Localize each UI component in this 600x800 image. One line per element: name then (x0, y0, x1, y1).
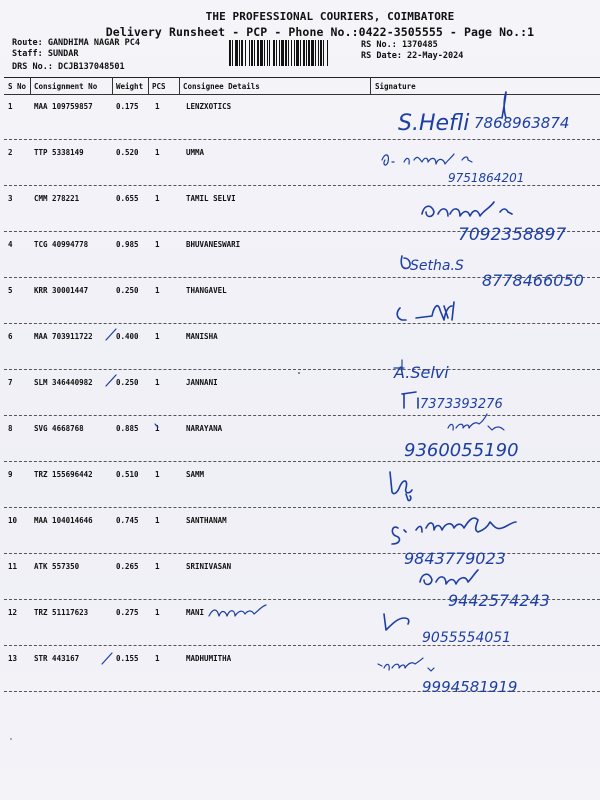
signature-row-9 (386, 468, 426, 508)
row-consignment-no: TCG 40994778 (34, 240, 89, 249)
barcode (229, 40, 357, 66)
row-weight: 0.175 (116, 102, 139, 111)
row-consignment-no: ATK 557350 (34, 562, 80, 571)
route-label: Route: GANDHIMA NAGAR PC4 (12, 38, 140, 48)
row-consignee: MANISHA (186, 332, 218, 341)
barcode-bar (323, 40, 324, 66)
barcode-bar (320, 40, 322, 66)
handwritten-name: S.Hefli (398, 111, 470, 136)
row-weight: 0.655 (116, 194, 139, 203)
col-header-sno: S No (8, 82, 27, 91)
signature-row-12 (380, 608, 550, 648)
row-consignment-no: STR 443167 (34, 654, 80, 663)
col-divider (148, 77, 149, 94)
col-header-consignee: Consignee Details (183, 82, 260, 91)
handwritten-phone: 9055554051 (422, 630, 512, 646)
handwritten-phone: 9442574243 (448, 591, 550, 610)
row-consignee: SRINIVASAN (186, 562, 232, 571)
barcode-bar (303, 40, 305, 66)
row-pcs: 1 (155, 148, 160, 157)
col-header-signature: Signature (375, 82, 416, 91)
barcode-bar (232, 40, 233, 66)
ink-tick-mark (100, 650, 114, 668)
col-header-pcs: PCS (152, 82, 166, 91)
runsheet-subtitle: Delivery Runsheet - PCP - Phone No.:0422-3505555 - Page No.:1 (105, 25, 535, 39)
barcode-bar (288, 40, 289, 66)
row-weight: 0.885 (116, 424, 139, 433)
row-sno: 8 (8, 424, 13, 433)
barcode-bar (254, 40, 255, 66)
row-consignment-no: MAA 109759857 (34, 102, 93, 111)
row-weight: 0.250 (116, 286, 139, 295)
barcode-bar (276, 40, 277, 66)
rs-number: RS No.: 1370485 (361, 40, 438, 50)
barcode-bar (294, 40, 295, 66)
signature-row-4 (398, 250, 598, 292)
row-weight: 0.275 (116, 608, 139, 617)
barcode-bar (229, 40, 231, 66)
row-pcs: 1 (155, 470, 160, 479)
signature-row-1 (392, 88, 597, 140)
signature-row-3 (418, 196, 598, 244)
signature-row-8 (400, 416, 560, 462)
row-consignee: MADHUMITHA (186, 654, 232, 663)
staff-label: Staff: SUNDAR (12, 49, 79, 59)
col-divider (179, 77, 180, 94)
handwritten-name: Setha.S (410, 258, 464, 274)
ink-dot-mark (152, 418, 162, 432)
barcode-bar (318, 40, 319, 66)
route-info (12, 38, 140, 73)
barcode-bar (269, 40, 270, 66)
signature-row-7 (390, 354, 580, 416)
signature-row-2 (378, 144, 528, 186)
company-title: THE PROFESSIONAL COURIERS, COIMBATORE (205, 10, 455, 23)
row-weight: 0.745 (116, 516, 139, 525)
row-sno: 10 (8, 516, 18, 525)
row-weight: 0.520 (116, 148, 139, 157)
barcode-bar (239, 40, 240, 66)
col-divider (370, 77, 371, 94)
row-sno: 7 (8, 378, 13, 387)
row-sno: 5 (8, 286, 13, 295)
rs-info (361, 40, 463, 62)
handwritten-phone: 7868963874 (474, 114, 570, 132)
row-consignee: UMMA (186, 148, 205, 157)
barcode-bar (327, 40, 328, 66)
row-consignee: JANNANI (186, 378, 218, 387)
row-sno: 3 (8, 194, 13, 203)
handwritten-phone: 7373393276 (420, 397, 503, 412)
barcode-bar (260, 40, 263, 66)
barcode-bar (241, 40, 243, 66)
handwritten-name: A.Selvi (394, 363, 449, 382)
row-sno: 9 (8, 470, 13, 479)
row-consignee: BHUVANESWARI (186, 240, 241, 249)
row-consignment-no: TRZ 51117623 (34, 608, 89, 617)
row-separator (4, 507, 600, 508)
row-pcs: 1 (155, 654, 160, 663)
handwritten-phone: 9751864201 (448, 171, 525, 185)
row-consignment-no: KRR 30001447 (34, 286, 89, 295)
row-consignee: MANI (186, 608, 205, 617)
row-pcs: 1 (155, 194, 160, 203)
row-sno: 6 (8, 332, 13, 341)
row-consignee: LENZXOTICS (186, 102, 232, 111)
barcode-bar (281, 40, 284, 66)
handwritten-tamil-note (206, 602, 276, 624)
barcode-bar (306, 40, 307, 66)
barcode-bar (235, 40, 238, 66)
row-consignee: SANTHANAM (186, 516, 227, 525)
row-pcs: 1 (155, 240, 160, 249)
row-weight: 0.400 (116, 332, 139, 341)
barcode-bar (279, 40, 280, 66)
signature-row-13 (374, 656, 564, 698)
handwritten-phone: 9994581919 (422, 678, 518, 696)
barcode-bar (296, 40, 299, 66)
row-consignee: THANGAVEL (186, 286, 227, 295)
row-sno: 2 (8, 148, 13, 157)
row-pcs: 1 (155, 378, 160, 387)
row-sno: 4 (8, 240, 13, 249)
col-divider (30, 77, 31, 94)
row-consignment-no: TTP 5338149 (34, 148, 84, 157)
row-consignment-no: MAA 703911722 (34, 332, 93, 341)
stray-dot (298, 372, 300, 374)
row-weight: 0.265 (116, 562, 139, 571)
row-consignment-no: TRZ 155696442 (34, 470, 93, 479)
barcode-bar (249, 40, 250, 66)
barcode-bar (267, 40, 268, 66)
col-divider (112, 77, 113, 94)
row-separator (4, 323, 600, 324)
barcode-bar (273, 40, 275, 66)
barcode-bar (245, 40, 246, 66)
barcode-bar (311, 40, 314, 66)
row-consignment-no: MAA 104014646 (34, 516, 93, 525)
barcode-bar (308, 40, 310, 66)
row-sno: 13 (8, 654, 18, 663)
barcode-bar (251, 40, 253, 66)
row-sno: 12 (8, 608, 18, 617)
ink-tick-mark (104, 326, 118, 344)
row-consignee: SAMM (186, 470, 205, 479)
row-pcs: 1 (155, 516, 160, 525)
handwritten-phone: 8778466050 (482, 271, 584, 290)
row-sno: 11 (8, 562, 18, 571)
row-weight: 0.250 (116, 378, 139, 387)
row-consignee: NARAYANA (186, 424, 223, 433)
row-consignment-no: SLM 346440982 (34, 378, 93, 387)
row-weight: 0.510 (116, 470, 139, 479)
barcode-bar (291, 40, 292, 66)
row-pcs: 1 (155, 102, 160, 111)
barcode-bar (264, 40, 265, 66)
table-top-rule (4, 77, 600, 78)
row-consignment-no: CMM 278221 (34, 194, 80, 203)
barcode-bar (257, 40, 259, 66)
handwritten-phone: 7092358897 (458, 225, 567, 245)
row-consignment-no: SVG 4668768 (34, 424, 84, 433)
row-weight: 0.155 (116, 654, 139, 663)
row-pcs: 1 (155, 424, 160, 433)
rs-date: RS Date: 22-May-2024 (361, 51, 464, 61)
handwritten-phone: 9360055190 (404, 440, 519, 461)
barcode-bar (300, 40, 301, 66)
row-sno: 1 (8, 102, 13, 111)
signature-row-11 (414, 566, 600, 612)
stray-dot (10, 738, 12, 740)
barcode-bar (315, 40, 316, 66)
handwritten-phone: 9843779023 (404, 549, 506, 568)
row-consignee: TAMIL SELVI (186, 194, 236, 203)
row-pcs: 1 (155, 332, 160, 341)
row-weight: 0.985 (116, 240, 139, 249)
signature-row-5 (392, 298, 472, 330)
row-pcs: 1 (155, 608, 160, 617)
ink-tick-mark (104, 372, 118, 390)
row-pcs: 1 (155, 286, 160, 295)
drs-number: DRS No.: DCJB137048501 (12, 62, 125, 72)
col-header-weight: Weight (116, 82, 144, 91)
row-pcs: 1 (155, 562, 160, 571)
barcode-bar (285, 40, 287, 66)
col-header-consignment: Consignment No (34, 82, 98, 91)
